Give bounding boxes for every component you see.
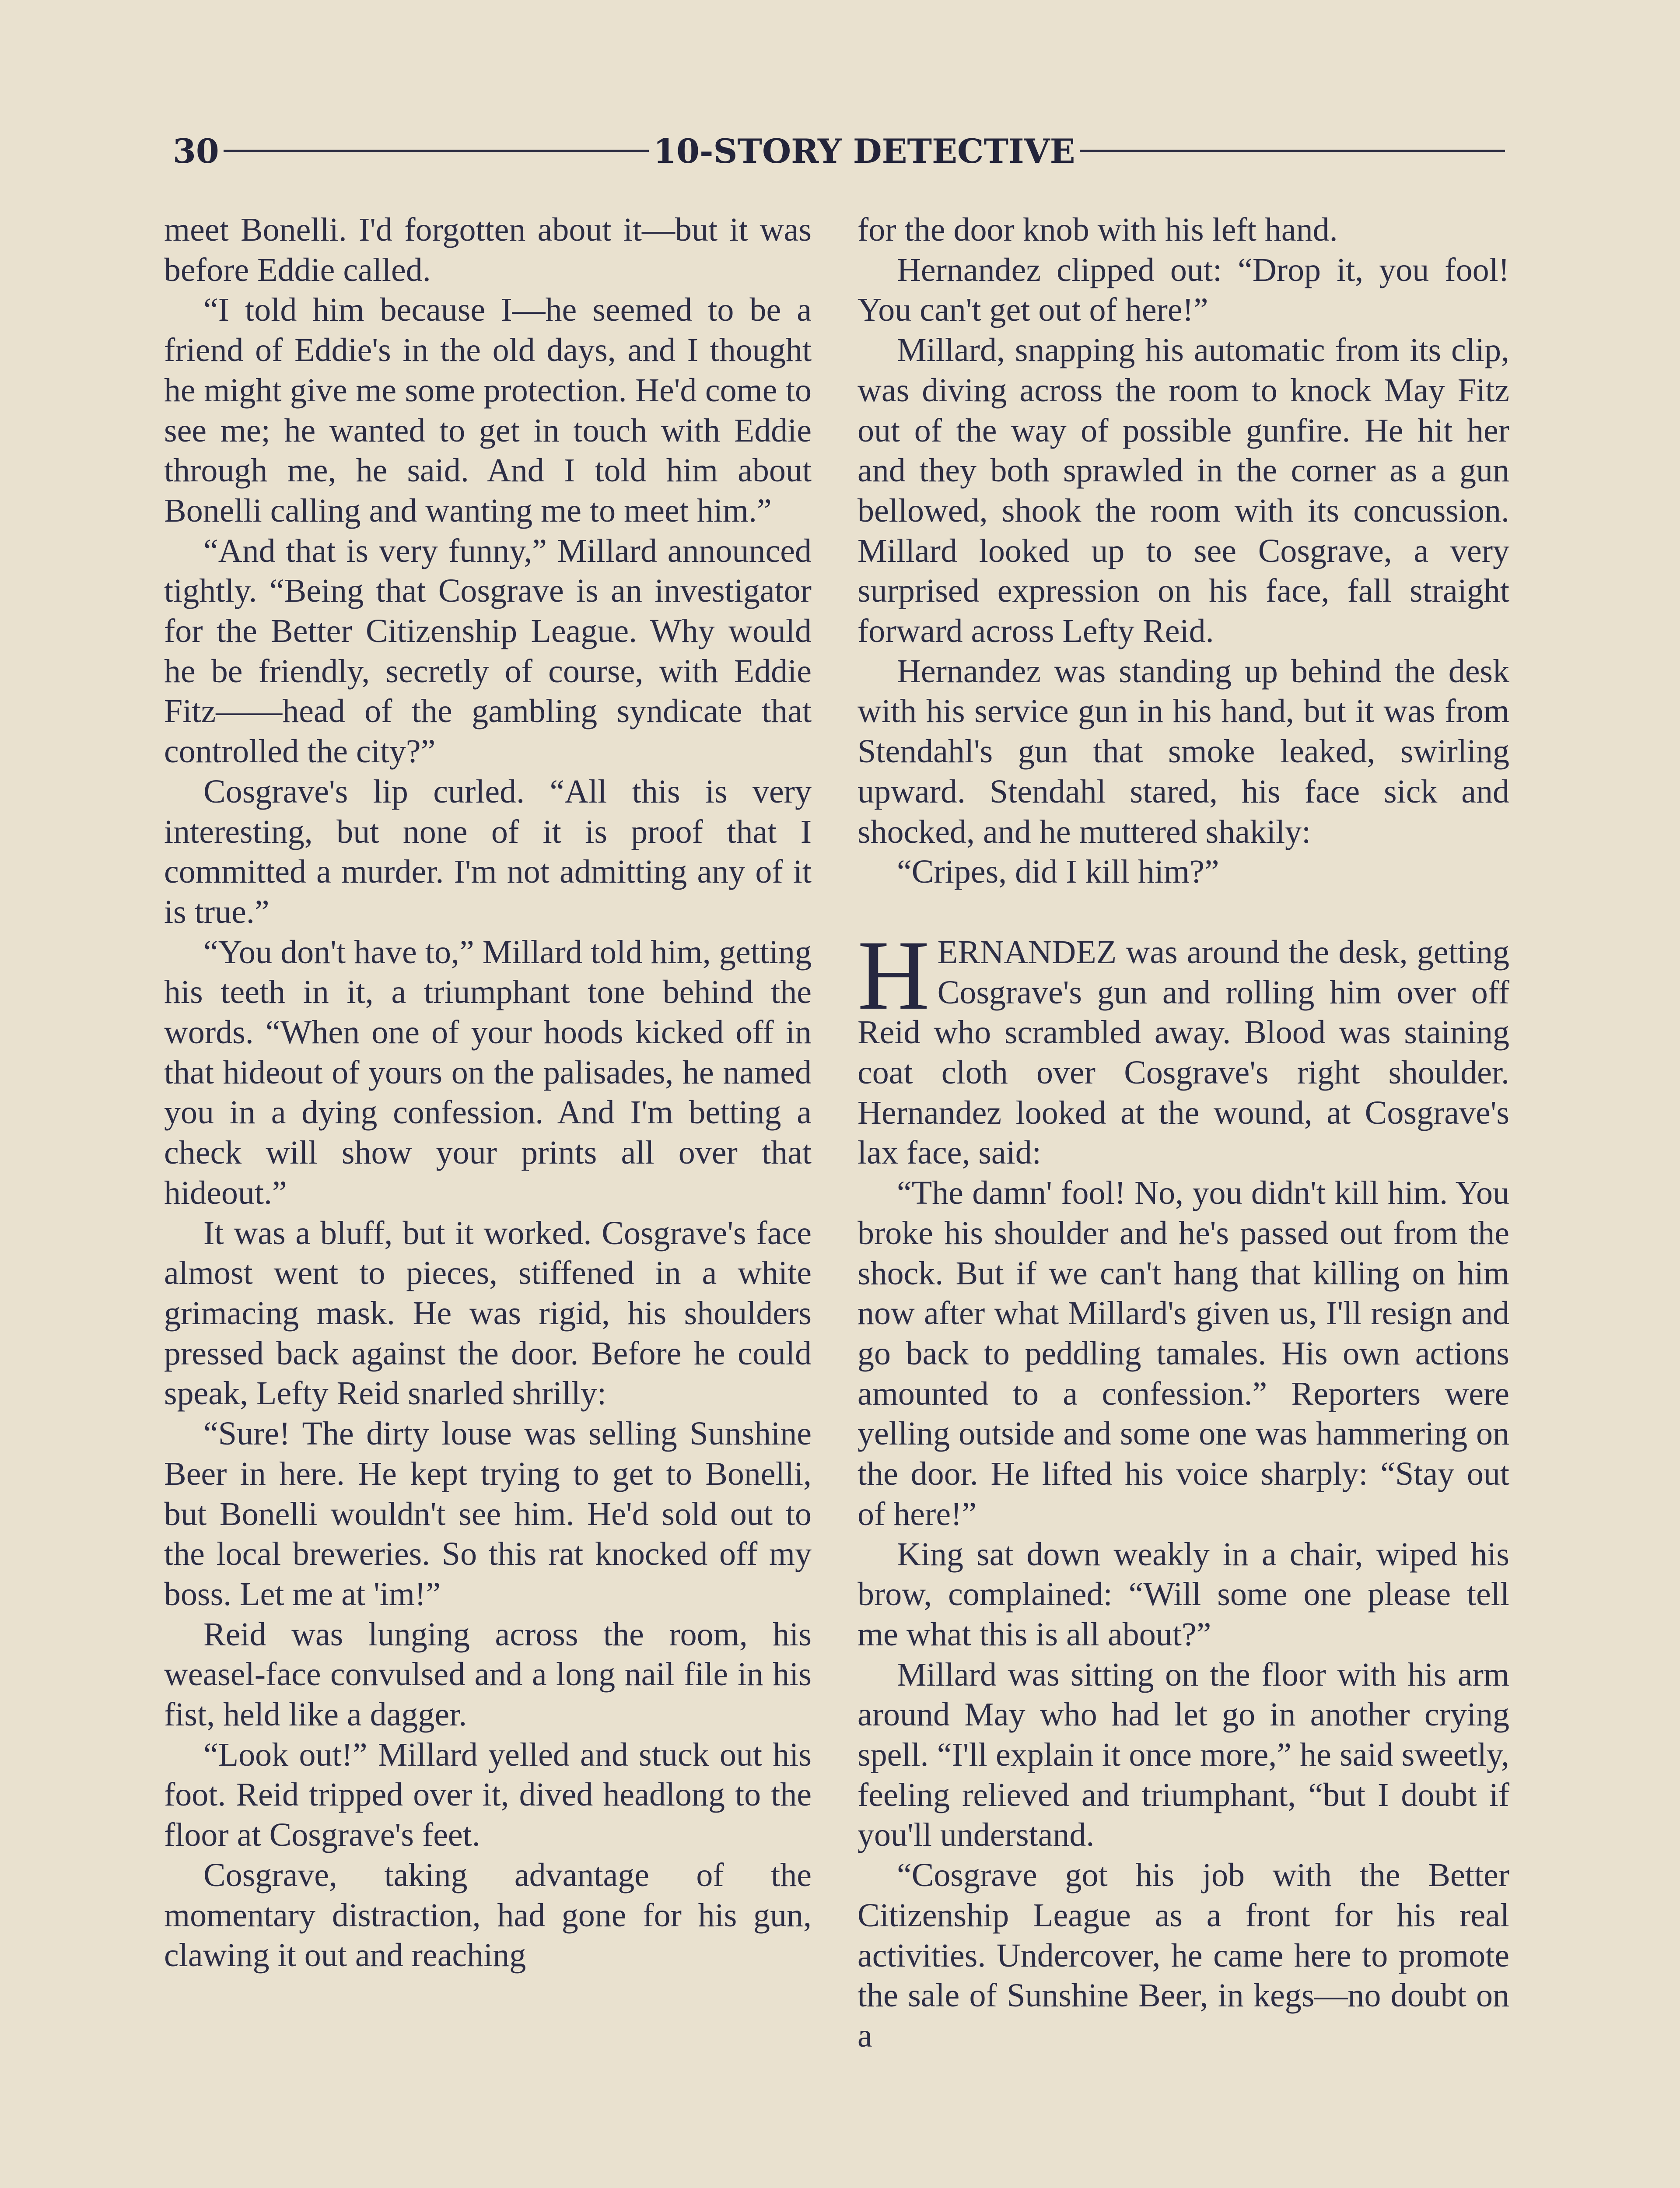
paragraph-text: Hernandez clipped out: “Drop it, you fool! You can't get out of here!” xyxy=(858,251,1509,329)
paragraph xyxy=(164,772,812,933)
paragraph-text: “Look out!” Millard yelled and stuck out his foot. Reid tripped over it, dived headlong to the floor at Cosgrave's feet. xyxy=(164,1736,812,1854)
paragraph xyxy=(858,1535,1509,1655)
paragraph-text: “Cripes, did I kill him?” xyxy=(897,853,1219,891)
paragraph xyxy=(164,1735,812,1855)
paragraph-text: Cosgrave, taking advantage of the momentary distraction, had gone for his gun, clawing it out and reaching xyxy=(164,1856,812,1974)
page-number: 30 xyxy=(173,131,219,171)
paragraph-text: “Sure! The dirty louse was selling Sunshine Beer in here. He kept trying to get to Bonelli, but Bonelli wouldn't see him. He'd sold out to the local breweries. So this rat knocked off my boss. Let me at 'im!” xyxy=(164,1415,812,1613)
paragraph-text: Reid was lunging across the room, his weasel-face convulsed and a long nail file in his fist, held like a dagger. xyxy=(164,1616,812,1733)
paragraph xyxy=(858,1855,1509,2056)
paragraph xyxy=(858,250,1509,330)
header-rule-right xyxy=(1080,150,1505,152)
paragraph-text: It was a bluff, but it worked. Cosgrave's face almost went to pieces, stiffened in a white grimacing mask. He was rigid, his shoulders pressed back against the door. Before he could speak, Lefty Reid snarled shrilly: xyxy=(164,1214,812,1412)
paragraph-text: meet Bonelli. I'd forgotten about it—but it was before Eddie called. xyxy=(164,211,812,288)
paragraph-text: “I told him because I—he seemed to be a friend of Eddie's in the old days, and I thought he might give me some protection. He'd come to see me; he wanted to get in touch with Eddie through me, he said. And I told him about Bonelli calling and wanting me to meet him.” xyxy=(164,291,812,529)
paragraph xyxy=(858,652,1509,852)
paragraph xyxy=(164,1414,812,1615)
paragraph xyxy=(164,1615,812,1735)
paragraph-text: “Cosgrave got his job with the Better Citizenship League as a front for his real activities. Undercover, he came here to promote the sale of Sunshine Beer, in kegs—no doubt on a xyxy=(858,1857,1509,2054)
paragraph xyxy=(858,1655,1509,1856)
magazine-title: 10-STORY DETECTIVE xyxy=(653,131,1075,171)
drop-cap-letter: H xyxy=(858,920,930,1031)
paragraph-text: “You don't have to,” Millard told him, getting his teeth in it, a triumphant tone behind the words. “When one of your hoods kicked off in that hideout of yours on the palisades, he named you in a dying confession. And I'm betting a check will show your prints all over that hideout.” xyxy=(164,933,812,1211)
paragraph xyxy=(164,290,812,531)
paragraph-text: Millard, snapping his automatic from its clip, was diving across the room to knock May Fitz out of the way of possible gunfire. He hit her and they both sprawled in the corner as a gun bellowed, shook the room with its concussion. Millard looked up to see Cosgrave, a very surprised expression on his face, fall straight forward across Lefty Reid. xyxy=(858,332,1509,650)
continued-paragraph xyxy=(164,210,812,290)
paragraph-text: King sat down weakly in a chair, wiped his brow, complained: “Will some one please tell me what this is all about?” xyxy=(858,1536,1509,1653)
paragraph-text: for the door knob with his left hand. xyxy=(858,211,1338,248)
paragraph xyxy=(858,330,1509,652)
paragraph xyxy=(164,1855,812,1976)
continued-paragraph xyxy=(858,210,1509,250)
paragraph-text: Hernandez was standing up behind the desk with his service gun in his hand, but it was from Stendahl's gun that smoke leaked, swirling upward. Stendahl stared, his face sick and shocked, and he muttered shakily: xyxy=(858,652,1509,850)
paragraph-text: Millard was sitting on the floor with his arm around May who had let go in another crying spell. “I'll explain it once more,” he said sweetly, feeling relieved and triumphant, “but I doubt if you'll understand. xyxy=(858,1656,1509,1854)
section-opening-paragraph xyxy=(858,920,1509,1173)
left-column xyxy=(164,210,812,2188)
paragraph xyxy=(858,852,1509,892)
paragraph-text: “The damn' fool! No, you didn't kill him. You broke his shoulder and he's passed out from the shock. But if we can't hang that killing on him now after what Millard's given us, I'll resign and go back to peddling tamales. His own actions amounted to a confession.” Reporters were yelling outside and some one was hammering on the door. He lifted his voice sharply: “Stay out of here!” xyxy=(858,1175,1509,1532)
paragraph xyxy=(858,1173,1509,1534)
paragraph xyxy=(164,1213,812,1414)
right-column xyxy=(858,210,1509,2188)
paragraph xyxy=(164,933,812,1213)
paragraph xyxy=(164,531,812,772)
paragraph-text: ERNANDEZ was around the desk, getting Cosgrave's gun and rolling him over off Reid who scrambled away. Blood was staining coat cloth over Cosgrave's right shoulder. Hernandez looked at the wound, at Cosgrave's lax face, said: xyxy=(858,933,1509,1171)
running-header xyxy=(173,129,1509,173)
paragraph-text: Cosgrave's lip curled. “All this is very interesting, but none of it is proof that I committed a murder. I'm not admitting any of it is true.” xyxy=(164,773,812,930)
header-rule-left xyxy=(224,150,649,152)
paragraph-text: “And that is very funny,” Millard announced tightly. “Being that Cosgrave is an investigator for the Better Citizenship League. Why would he be friendly, secretly of course, with Eddie Fitz——head of the gambling syndicate that controlled the city?” xyxy=(164,532,812,770)
